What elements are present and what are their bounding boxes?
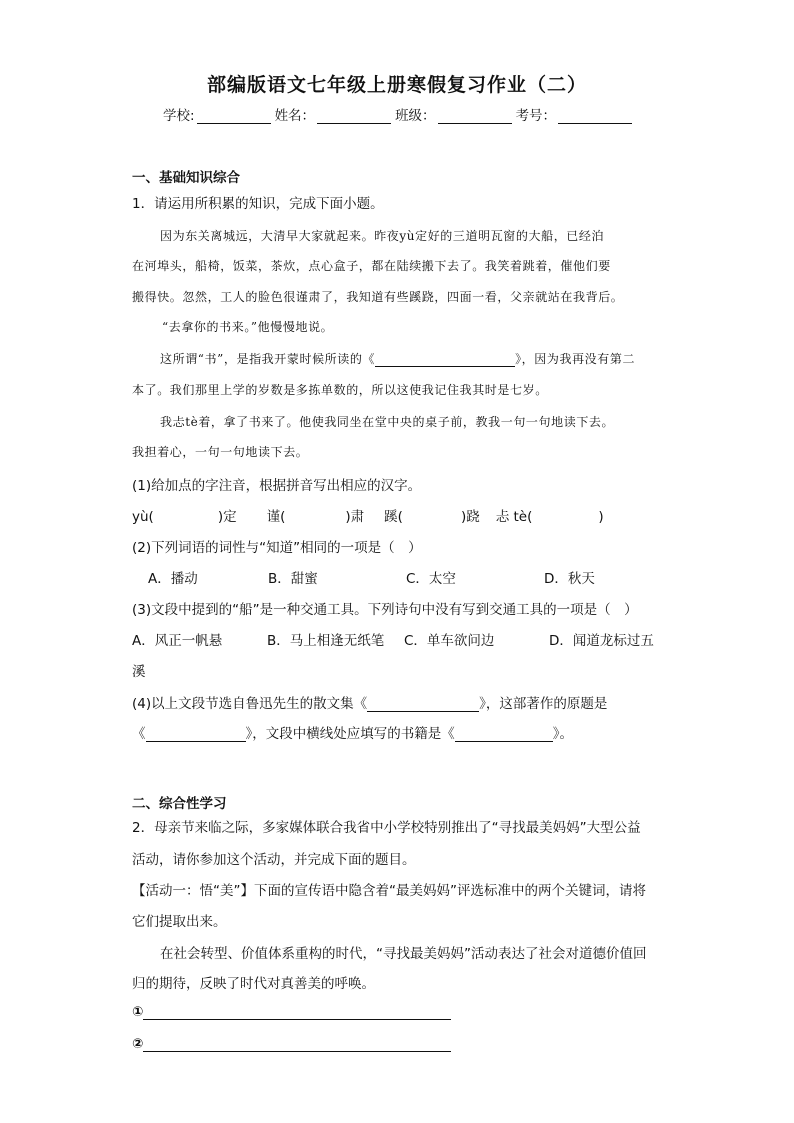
- subquestion-4-part-c: 《: [132, 726, 146, 742]
- pinyin-b-close: )肃: [345, 509, 365, 525]
- option-3c[interactable]: C．单车欲问边: [404, 633, 495, 649]
- answer-2-marker: ②: [132, 1036, 144, 1052]
- question-2-line-2: 活动，请你参加这个活动，并完成下面的题目。: [132, 852, 416, 868]
- option-2a[interactable]: A．播动: [148, 571, 198, 587]
- answer-1-marker: ①: [132, 1004, 144, 1020]
- subquestion-4-part-d: 》，文段中横线处应填写的书籍是《: [245, 726, 455, 742]
- subquestion-1: (1)给加点的字注音，根据拼音写出相应的汉字。: [132, 478, 422, 494]
- pinyin-c-close: )跷: [460, 509, 480, 525]
- subquestion-2-options: [148, 567, 595, 587]
- pinyin-row: [132, 505, 604, 525]
- passage-line-1: 因为东关离城远，大清早大家就起来。昨夜yù定好的三道明瓦窗的大船，已经泊: [160, 229, 605, 243]
- subquestion-2: (2)下列词语的词性与“知道”相同的一项是（ ）: [132, 540, 422, 556]
- subquestion-4-part-a: (4)以上文段节选自鲁迅先生的散文集《: [132, 696, 368, 712]
- activity-1-line-1: 【活动一：悟“美”】下面的宣传语中隐含着“最美妈妈”评选标准中的两个关键词，请将: [132, 883, 646, 899]
- option-2d[interactable]: D．秋天: [544, 571, 595, 587]
- passage-line-7: 我忐tè着，拿了书来了。他使我同坐在堂中央的桌子前，教我一句一句地读下去。: [160, 415, 615, 429]
- keyword-2-blank[interactable]: [143, 1037, 451, 1052]
- passage-line-4: “去拿你的书来。”他慢慢地说。: [162, 320, 334, 334]
- class-label: 班级：: [395, 108, 436, 124]
- section-heading-2: 二、综合性学习: [132, 796, 227, 812]
- name-label: 姓名：: [274, 108, 316, 124]
- school-label: 学校:: [163, 108, 195, 124]
- slogan-line-1: 在社会转型、价值体系重构的时代，“寻找最美妈妈”活动表达了社会对道德价值回: [160, 946, 647, 962]
- pinyin-c-open: 蹊(: [384, 509, 403, 525]
- passage-line-8: 我担着心，一句一句地读下去。: [132, 445, 309, 459]
- pinyin-d-open: 忐 tè(: [495, 509, 533, 525]
- name-field[interactable]: [317, 109, 391, 124]
- option-3b[interactable]: B．马上相逢无纸笔: [267, 633, 385, 649]
- exam-number-field[interactable]: [558, 109, 632, 124]
- subquestion-4-line-2: [132, 722, 573, 742]
- subquestion-4-line-1: [132, 692, 607, 712]
- section-heading-1: 一、基础知识综合: [132, 170, 240, 186]
- book-title-blank[interactable]: [375, 354, 515, 367]
- question-2-line-1: 2．母亲节来临之际，多家媒体联合我省中小学校特别推出了“寻找最美妈妈”大型公益: [132, 820, 641, 836]
- subquestion-4-part-b: 》，这部著作的原题是: [479, 696, 608, 712]
- question-1-prompt: 1．请运用所积累的知识，完成下面小题。: [132, 196, 384, 212]
- option-3d-wrap: 溪: [132, 664, 146, 680]
- pinyin-d-close: ): [598, 509, 604, 525]
- passage-line-3: 搬得快。忽然，工人的脸色很谨肃了，我知道有些蹊跷，四面一看，父亲就站在我背后。: [132, 290, 624, 304]
- passage-line-2: 在河埠头，船椅，饭菜，茶炊，点心盒子，都在陆续搬下去了。我笑着跳着，催他们要: [132, 259, 611, 273]
- collection-name-blank[interactable]: [367, 697, 479, 712]
- subquestion-4-part-e: 》。: [552, 726, 573, 742]
- option-2b[interactable]: B．甜蜜: [268, 571, 318, 587]
- original-title-blank[interactable]: [146, 727, 246, 742]
- class-field[interactable]: [438, 109, 512, 124]
- pinyin-a-close: )定: [217, 509, 237, 525]
- pinyin-a-open: yù(: [132, 509, 154, 525]
- passage-line-5: [160, 350, 635, 367]
- school-field[interactable]: [197, 109, 271, 124]
- passage-line-5-end: 》，因为我再没有第二: [515, 352, 636, 366]
- option-3d[interactable]: D．闻道龙标过五: [549, 633, 654, 649]
- student-info-line: [163, 104, 636, 124]
- pinyin-b-open: 谨(: [266, 509, 286, 525]
- subquestion-3: (3)文段中提到的“船”是一种交通工具。下列诗句中没有写到交通工具的一项是（ ）: [132, 602, 638, 618]
- passage-line-5-start: 这所谓“书”，是指我开蒙时候所读的《: [160, 352, 376, 366]
- answer-line-2: [132, 1036, 451, 1052]
- activity-1-line-2: 它们提取出来。: [132, 914, 227, 930]
- option-2c[interactable]: C．太空: [406, 571, 456, 587]
- subquestion-3-options: [132, 629, 654, 649]
- book-name-blank[interactable]: [455, 727, 553, 742]
- exam-label: 考号：: [515, 108, 557, 124]
- page-title: 部编版语文七年级上册寒假复习作业（二）: [206, 74, 587, 96]
- slogan-line-2: 归的期待，反映了时代对真善美的呼唤。: [132, 976, 375, 992]
- option-3a[interactable]: A．风正一帆悬: [132, 633, 223, 649]
- passage-line-6: 本了。我们那里上学的岁数是多拣单数的，所以这使我记住我其时是七岁。: [132, 383, 548, 397]
- keyword-1-blank[interactable]: [143, 1005, 451, 1020]
- answer-line-1: [132, 1004, 451, 1020]
